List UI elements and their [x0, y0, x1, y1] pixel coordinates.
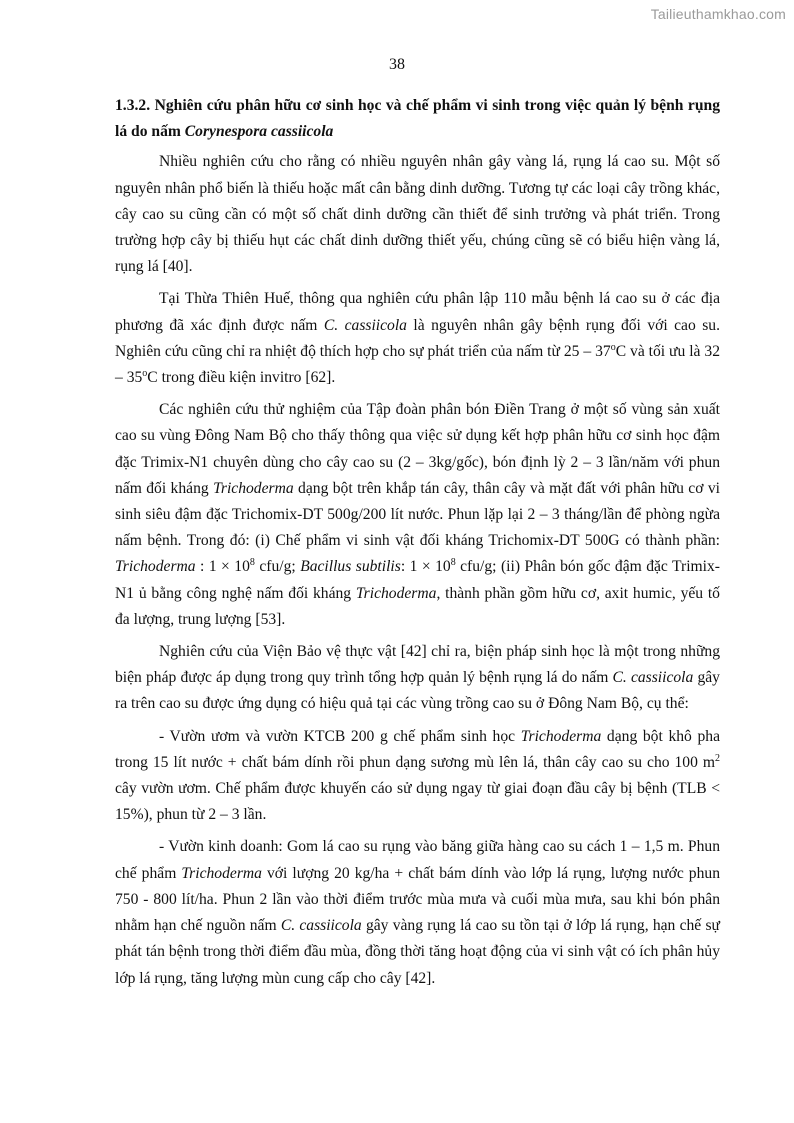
section-heading-species: Corynespora cassiicola: [184, 123, 334, 141]
site-watermark: Tailieuthamkhao.com: [650, 6, 786, 22]
paragraph-nutrient-causes: Nhiều nghiên cứu cho rằng có nhiều nguyên nhân gây vàng lá, rụng lá cao su. Một số nguyên nhân phổ biến là thiếu hoặc mất cân bằng dinh dưỡng. Tương tự các loại cây trồng khác, cây cao su cũng cần có một số chất dinh dưỡng cần thiết để sinh trưởng và phát triển. Trong trường hợp cây bị thiếu hụt các chất dinh dưỡng thiết yếu, chúng cũng sẽ có biểu hiện vàng lá, rụng lá [40].: [115, 153, 720, 276]
section-heading-text: 1.3.2. Nghiên cứu phân hữu cơ sinh học và chế phẩm vi sinh trong việc quản lý bệnh rụng lá do nấm: [115, 97, 720, 141]
document-body: [115, 93, 720, 998]
paragraph-thua-thien-hue: Tại Thừa Thiên Huế, thông qua nghiên cứu phân lập 110 mẫu bệnh lá cao su ở các địa phương đã xác định được nấm C. cassiicola là nguyên nhân gây bệnh rụng đối với cao su. Nghiên cứu cũng chỉ ra nhiệt độ thích hợp cho sự phát triển của nấm từ 25 – 37$^o$C và tối ưu là 32 – 35$^o$C trong điều kiện invitro [62].: [115, 290, 721, 387]
page-number: 38: [389, 56, 405, 73]
section-heading: [115, 93, 720, 145]
paragraph-plant-protection-institute: Nghiên cứu của Viện Bảo vệ thực vật [42] chỉ ra, biện pháp sinh học là một trong những biện pháp được áp dụng trong quy trình tổng hợp quản lý bệnh rụng lá do nấm C. cassiicola gây ra trên cao su được ứng dụng có hiệu quả tại các vùng trồng cao su ở Đông Nam Bộ, cụ thể:: [115, 643, 720, 713]
paragraph-dien-trang-trials: Các nghiên cứu thử nghiệm của Tập đoàn phân bón Điền Trang ở một số vùng sản xuất cao su vùng Đông Nam Bộ cho thấy thông qua việc sử dụng kết hợp phân hữu cơ sinh học đậm đặc Trimix-N1 chuyên dùng cho cây cao su (2 – 3kg/gốc), bón định lỳ 2 – 3 lần/năm với phun nấm đối kháng Trichoderma dạng bột trên khắp tán cây, thân cây và mặt đất với phân hữu cơ vi sinh siêu đậm đặc Trichomix-DT 500g/200 lít nước. Phun lặp lại 2 – 3 tháng/lần để phòng ngừa nấm bệnh. Trong đó: (i) Chế phẩm vi sinh vật đối kháng Trichomix-DT 500G có thành phần: Trichoderma : $1 \times 10^8$ cfu/g; Bacillus subtilis: $1 \times 10^8$ cfu/g; (ii) Phân bón gốc đậm đặc Trimix-N1 ủ bằng công nghệ nấm đối kháng Trichoderma, thành phần gồm hữu cơ, axit humic, yếu tố đa lượng, trung lượng [53].: [115, 401, 721, 628]
paragraph-business-garden-application: - Vườn kinh doanh: Gom lá cao su rụng vào băng giữa hàng cao su cách 1 – 1,5 m. Phun chế phẩm Trichoderma với lượng 20 kg/ha + chất bám dính vào lớp lá rụng, lượng nước phun 750 - 800 lít/ha. Phun 2 lần vào thời điểm trước mùa mưa và cuối mùa mưa, sau khi bón phân nhằm hạn chế nguồn nấm C. cassiicola gây vàng rụng lá cao su tồn tại ở lớp lá rụng, hạn chế sự phát tán bệnh trong thời điểm đầu mùa, đồng thời tăng hoạt động của vi sinh vật có ích phân hủy lớp lá rụng, tăng lượng mùn cung cấp cho cây [42].: [115, 838, 720, 987]
paragraph-nursery-application: - Vườn ươm và vườn KTCB 200 g chế phẩm sinh học Trichoderma dạng bột khô pha trong 15 lít nước + chất bám dính rồi phun dạng sương mù lên lá, thân cây cao su cho 100 $m^2$ cây vườn ươm. Chế phẩm được khuyến cáo sử dụng ngay từ giai đoạn đầu cây bị bệnh (TLB < 15%), phun từ 2 – 3 lần.: [115, 727, 720, 824]
